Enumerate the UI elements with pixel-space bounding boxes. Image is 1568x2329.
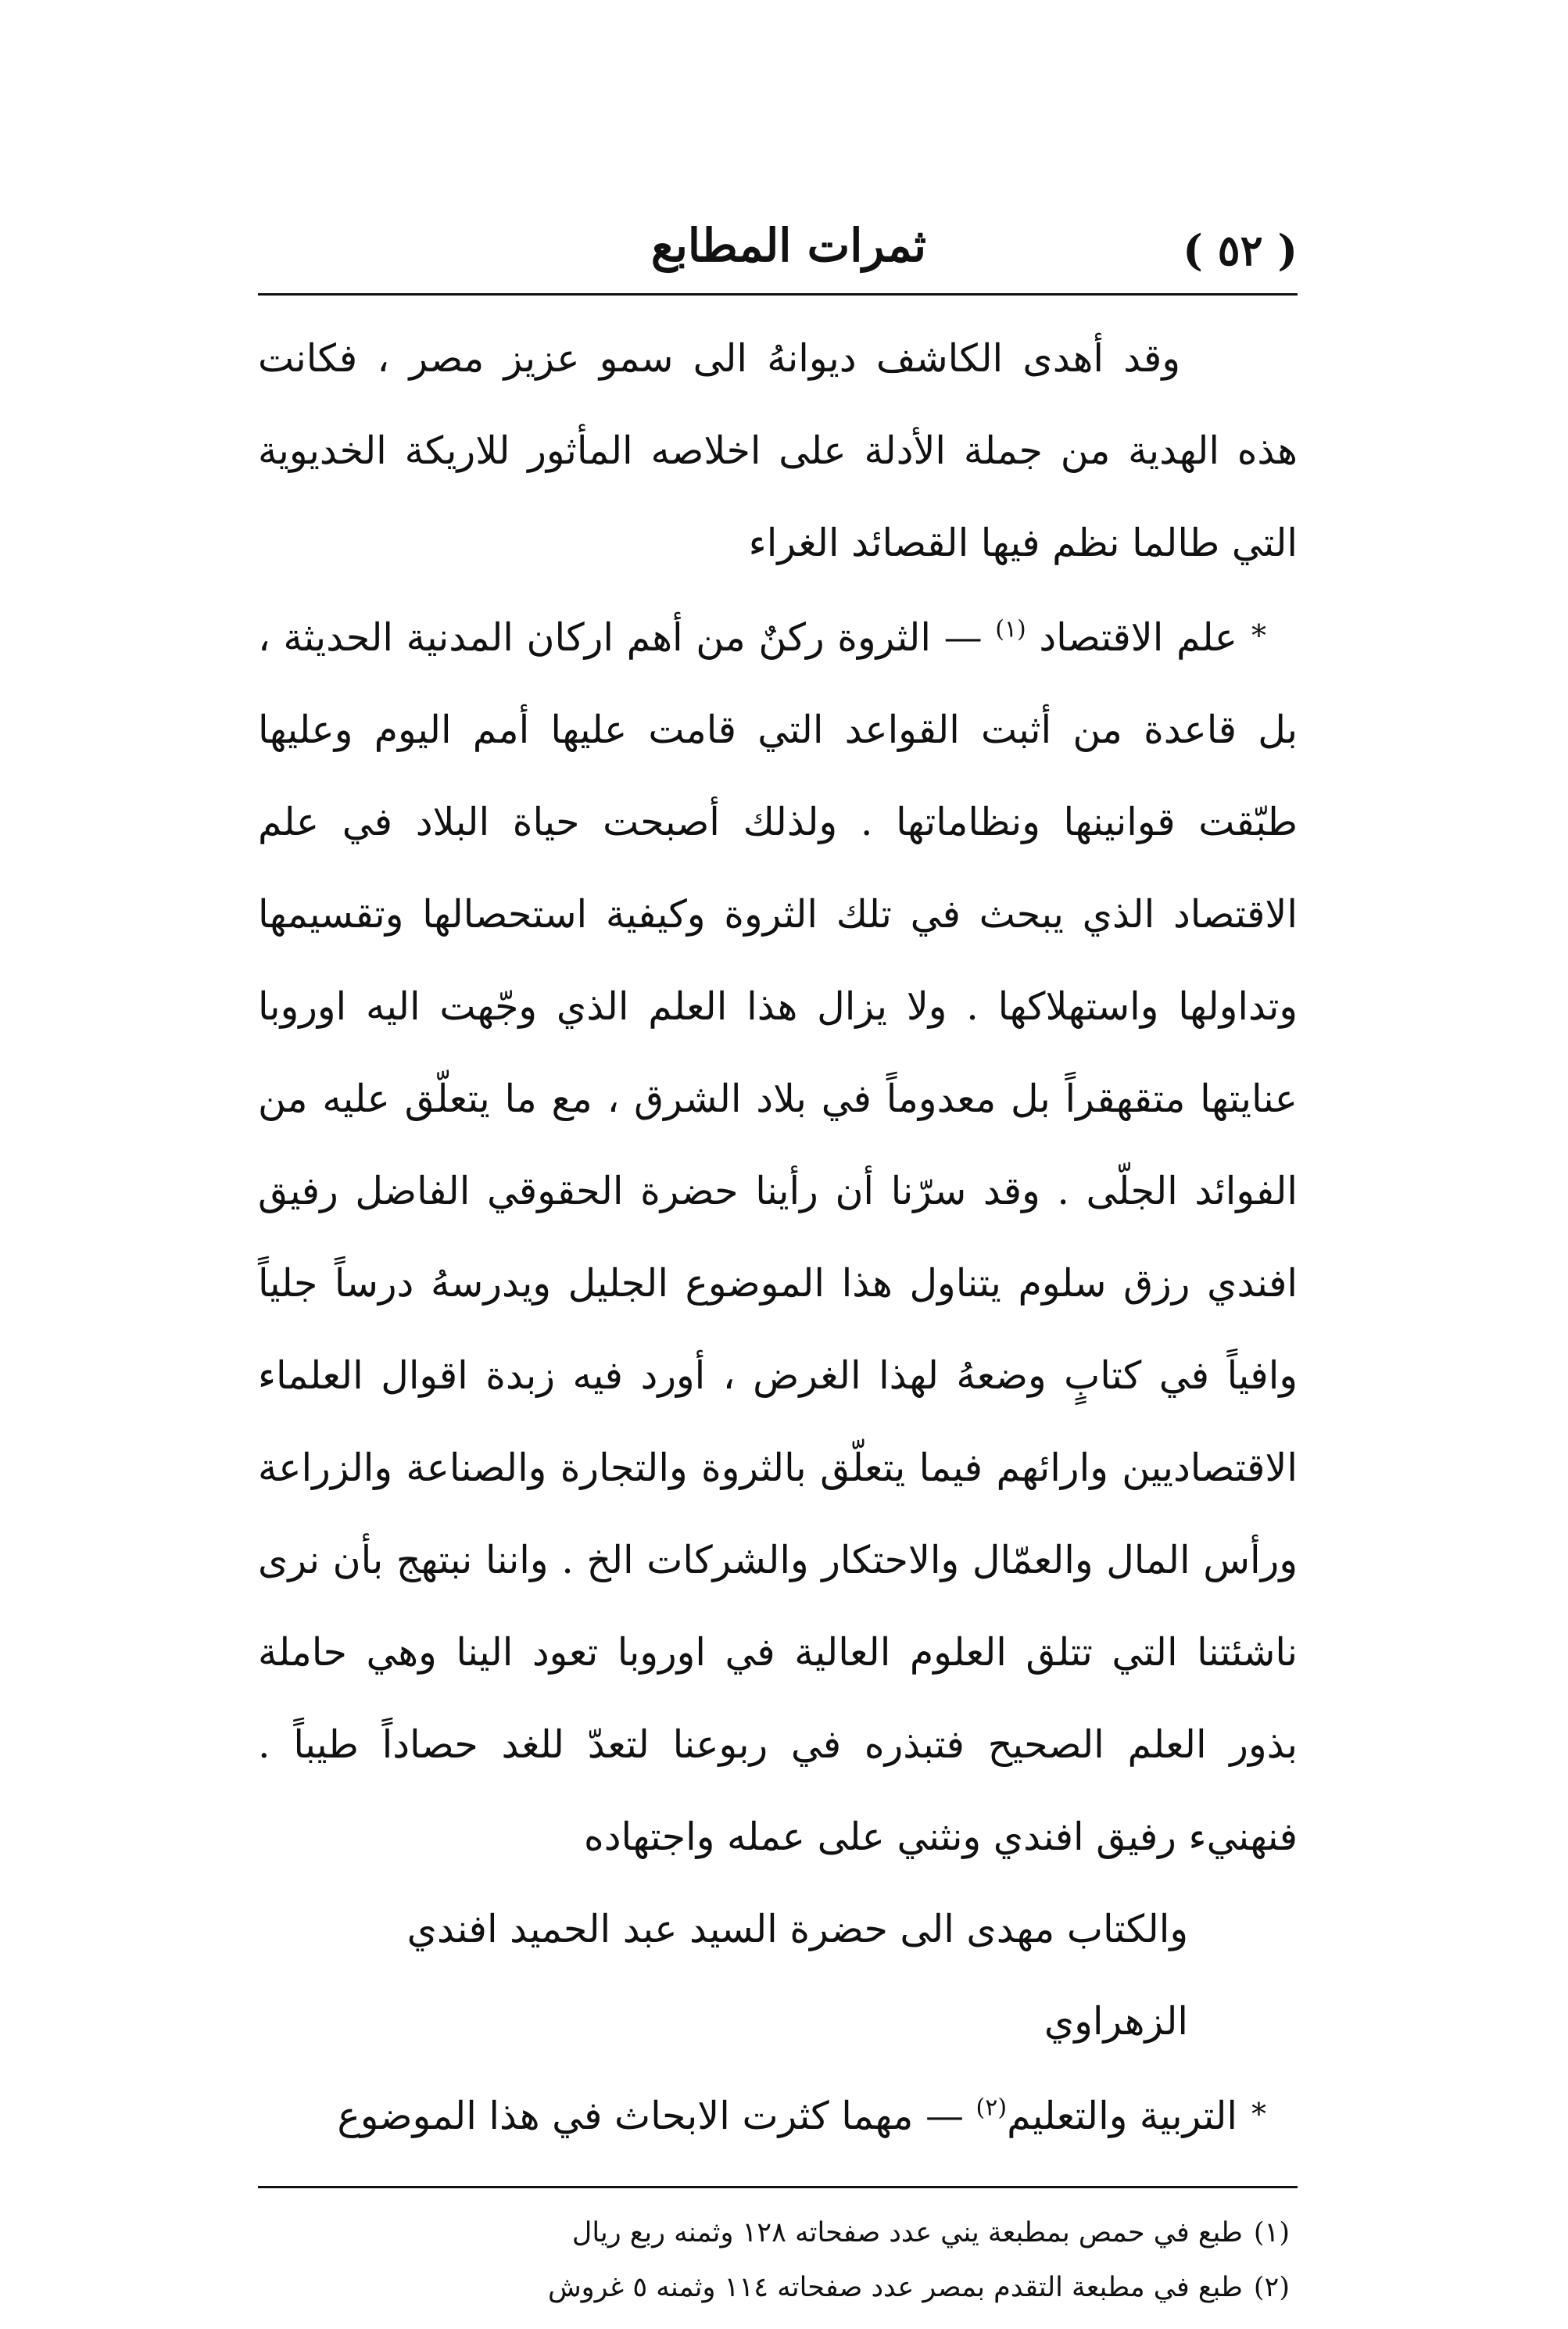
- section-text-education: — مهما كثرت الابحاث في هذا الموضوع: [337, 2094, 964, 2138]
- footnote-2: [258, 2260, 1298, 2315]
- footnote-mark-2: (٢): [1253, 2272, 1290, 2303]
- running-title: ثمرات المطابع: [650, 219, 926, 272]
- section-education: [258, 2068, 1298, 2162]
- dedication-line: والكتاب مهدى الى حضرة السيد عبد الحميد افندي الزهراوي: [406, 1907, 1188, 2044]
- section-title-education: التربية والتعليم: [1007, 2094, 1237, 2138]
- section-text-economics: — الثروة ركنٌ من أهم اركان المدنية الحديثة ، بل قاعدة من أثبت القواعد التي قامت عليها أمم اليوم وعليها طبّقت قوانينها ونظاماتها . ولذلك أصبحت حياة البلاد في علم الاقتصاد الذي يبحث في تلك الثروة وكيفية استحصالها وتقسيمها وتداولها واستهلاكها . ولا يزال هذا العلم الذي وجّهت اليه اوروبا عنايتها متقهقراً بل معدوماً في بلاد الشرق ، مع ما يتعلّق عليه من الفوائد الجلّى . وقد سرّنا أن رأينا حضرة الحقوقي الفاضل رفيق افندي رزق سلوم يتناول هذا الموضوع الجليل ويدرسهُ درساً جلياً وافياً في كتابٍ وضعهُ لهذا الغرض ، أورد فيه زبدة اقوال العلماء الاقتصاديين وارائهم فيما يتعلّق بالثروة والتجارة والصناعة والزراعة ورأس المال والعمّال والاحتكار والشركات الخ . واننا نبتهج بأن نرى ناشئتنا التي تتلق العلوم العالية في اوروبا تعود الينا وهي حاملة بذور العلم الصحيح فتبذره في ربوعنا لتعدّ للغد حصاداً طيباً . فنهنيء رفيق افندي ونثني على عمله واجتهاده: [258, 615, 1298, 1859]
- book-page: [258, 219, 1298, 2315]
- paragraph-diwan-gift: وقد أهدى الكاشف ديوانهُ الى سمو عزيز مصر ، فكانت هذه الهدية من جملة الأدلة على اخلاصه المأثور للاريكة الخديوية التي طالما نظم فيها القصائد الغراء: [258, 336, 1298, 565]
- footnote-ref-2: (٢): [976, 2094, 1008, 2122]
- footnote-text-1: طبع في حمص بمطبعة يني عدد صفحاته ١٢٨ وثمنه ربع ريال: [571, 2217, 1243, 2248]
- section-star-icon: *: [1251, 618, 1267, 653]
- footnote-1: [258, 2205, 1298, 2260]
- footnote-ref-1: (١): [995, 615, 1026, 643]
- footnote-text-2: طبع في مطبعة التقدم بمصر عدد صفحاته ١١٤ وثمنه ٥ غروش: [547, 2272, 1243, 2303]
- section-star-icon: *: [1251, 2097, 1266, 2131]
- footnote-mark-1: (١): [1253, 2217, 1290, 2248]
- page-header: [258, 219, 1298, 296]
- body-text: [258, 313, 1298, 2162]
- section-economics: [258, 589, 1298, 1883]
- footnotes: [258, 2186, 1298, 2315]
- section-title-economics: علم الاقتصاد: [1039, 615, 1238, 660]
- page-number: ( ٥٢ ): [1183, 225, 1298, 275]
